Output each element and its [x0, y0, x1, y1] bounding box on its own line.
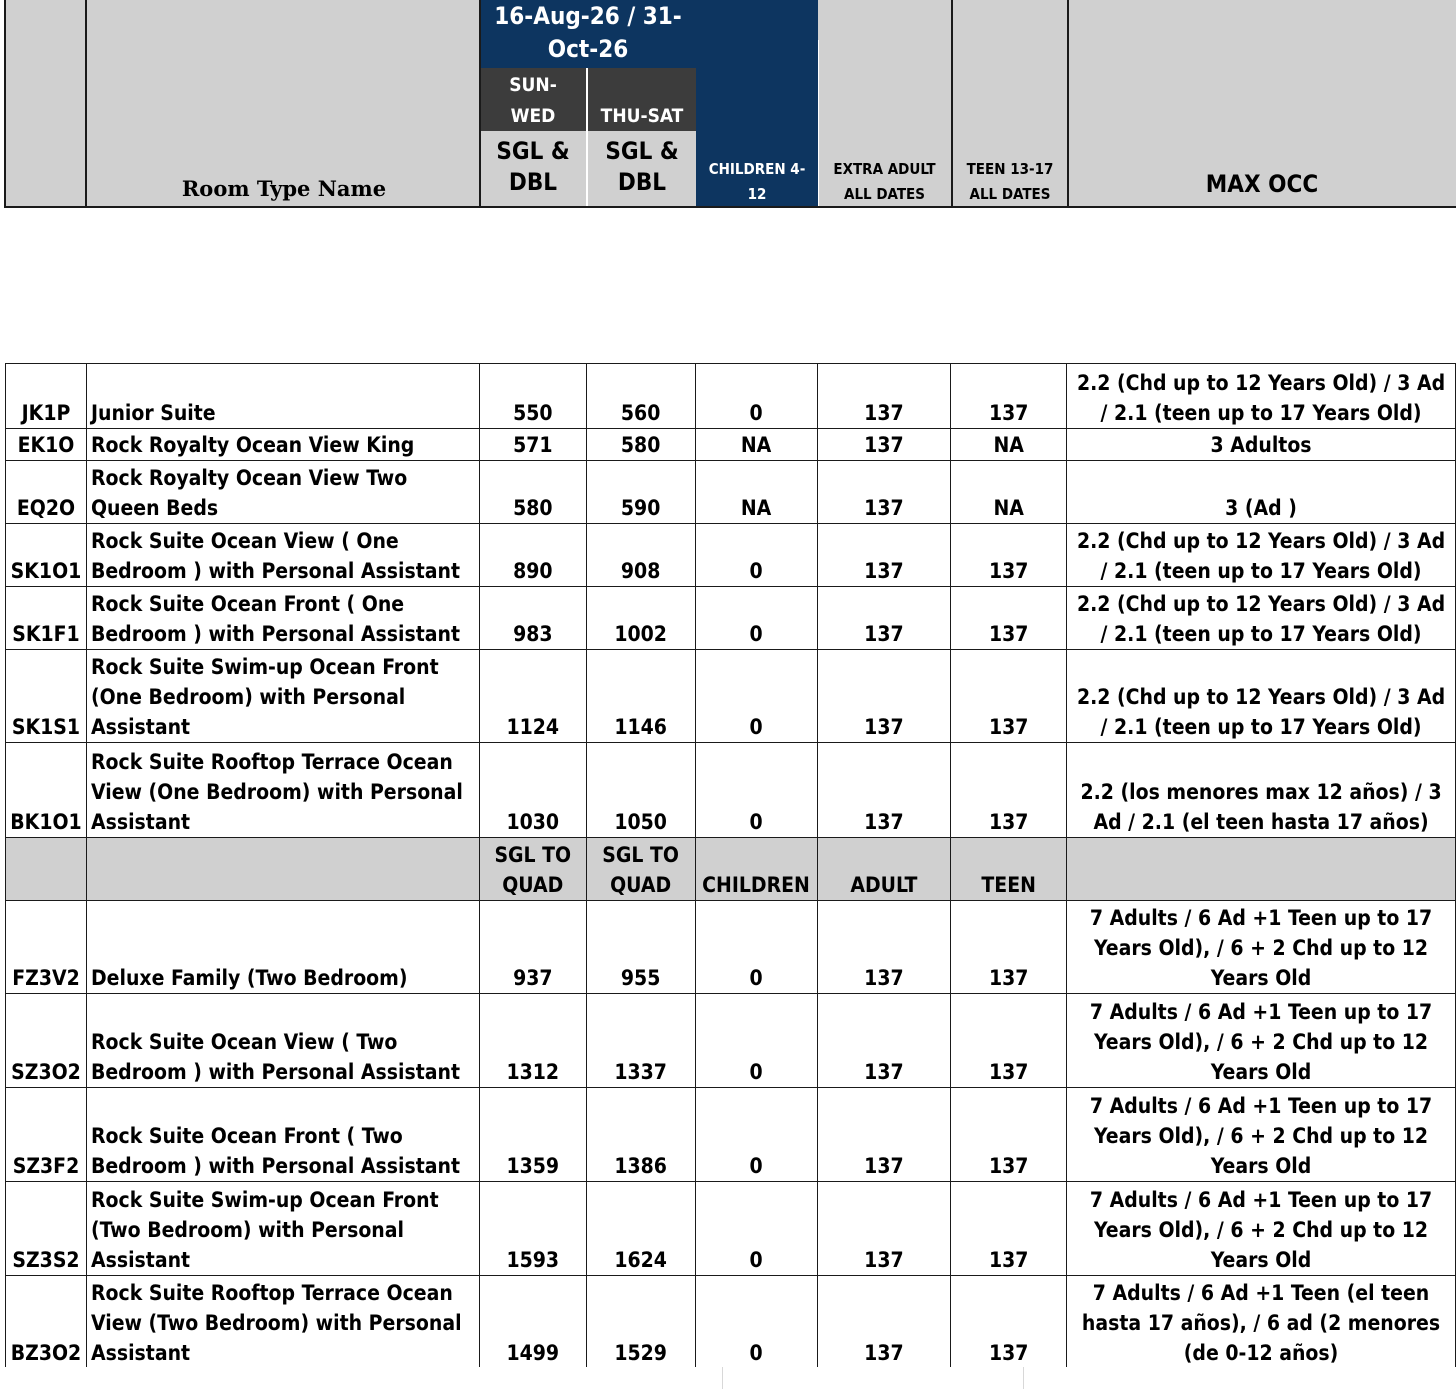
children-rate: 0 [695, 743, 817, 838]
teen-rate: 137 [951, 1182, 1067, 1276]
rate-sun-wed: 1030 [479, 743, 586, 838]
rate-thu-sat: 955 [586, 901, 695, 994]
extra-adult-rate: 137 [817, 1088, 951, 1182]
rate-sun-wed: 571 [479, 429, 586, 461]
room-code: SK1S1 [6, 650, 87, 743]
room-name: Rock Suite Rooftop Terrace Ocean View (One Bedroom) with Personal Assistant [86, 743, 479, 838]
extra-adult-rate: 137 [817, 429, 951, 461]
teen-rate: 137 [951, 1088, 1067, 1182]
sub-teen: TEEN [951, 838, 1067, 901]
teen-rate: 137 [951, 901, 1067, 994]
rate-thu-sat: 1624 [586, 1182, 695, 1276]
room-name: Junior Suite [86, 364, 479, 429]
rate-sgl-dbl-b: SGL & DBL [605, 137, 679, 196]
rate-thu-sat: 1002 [586, 587, 695, 650]
extra-adult-rate: 137 [817, 587, 951, 650]
children-rate: 0 [695, 587, 817, 650]
extra-adult-rate: 137 [817, 524, 951, 587]
rate-thu-sat: 580 [586, 429, 695, 461]
sub-empty [1067, 838, 1456, 901]
sub-adult: ADULT [817, 838, 951, 901]
table-row [6, 587, 1456, 650]
teen-header: TEEN 13-17 ALL DATES [966, 160, 1054, 203]
teen-rate: 137 [951, 1276, 1067, 1369]
room-code: SK1F1 [6, 587, 87, 650]
rate-sun-wed: 1312 [479, 994, 586, 1088]
teen-rate: 137 [951, 743, 1067, 838]
table-row [6, 364, 1456, 429]
children-rate: NA [695, 461, 817, 524]
max-occupancy: 2.2 (Chd up to 12 Years Old) / 3 Ad / 2.1 (teen up to 17 Years Old) [1067, 650, 1456, 743]
sub-empty [86, 838, 479, 901]
room-name: Rock Suite Ocean Front ( Two Bedroom ) with Personal Assistant [86, 1088, 479, 1182]
teen-rate: 137 [951, 364, 1067, 429]
max-occupancy: 2.2 (Chd up to 12 Years Old) / 3 Ad / 2.1 (teen up to 17 Years Old) [1067, 587, 1456, 650]
room-name: Rock Suite Swim-up Ocean Front (Two Bedroom) with Personal Assistant [86, 1182, 479, 1276]
sub-rate-b: SGL TO QUAD [586, 838, 695, 901]
room-code: EQ2O [6, 461, 87, 524]
divider [722, 1367, 723, 1389]
rate-sun-wed: 983 [479, 587, 586, 650]
rate-sun-wed: 1593 [479, 1182, 586, 1276]
children-rate: 0 [695, 364, 817, 429]
rate-sun-wed: 1499 [479, 1276, 586, 1369]
max-occupancy: 2.2 (Chd up to 12 Years Old) / 3 Ad / 2.1 (teen up to 17 Years Old) [1067, 364, 1456, 429]
subheader-row [6, 838, 1456, 901]
room-name: Rock Royalty Ocean View King [86, 429, 479, 461]
children-rate: 0 [695, 994, 817, 1088]
rate-thu-sat: 1146 [586, 650, 695, 743]
rate-thu-sat: 590 [586, 461, 695, 524]
children-header: CHILDREN 4- 12 [708, 160, 806, 203]
table-row [6, 650, 1456, 743]
extra-adult-header: EXTRA ADULT ALL DATES [833, 160, 936, 203]
teen-rate: NA [951, 461, 1067, 524]
rate-sgl-dbl-a: SGL & DBL [496, 137, 570, 196]
table-row [6, 461, 1456, 524]
days-thu-sat: THU-SAT [600, 105, 684, 127]
rate-sun-wed: 580 [479, 461, 586, 524]
room-name: Rock Suite Swim-up Ocean Front (One Bedroom) with Personal Assistant [86, 650, 479, 743]
extra-adult-rate: 137 [817, 901, 951, 994]
hdr-sep [85, 0, 87, 208]
max-occupancy: 2.2 (Chd up to 12 Years Old) / 3 Ad / 2.1 (teen up to 17 Years Old) [1067, 524, 1456, 587]
children-rate: 0 [695, 650, 817, 743]
rate-sun-wed: 937 [479, 901, 586, 994]
table-row [6, 524, 1456, 587]
divider [1023, 1367, 1024, 1389]
max-occupancy: 7 Adults / 6 Ad +1 Teen up to 17 Years Old), / 6 + 2 Chd up to 12 Years Old [1067, 1182, 1456, 1276]
extra-adult-rate: 137 [817, 364, 951, 429]
extra-adult-rate: 137 [817, 743, 951, 838]
room-code: SZ3S2 [6, 1182, 87, 1276]
max-occupancy: 7 Adults / 6 Ad +1 Teen up to 17 Years Old), / 6 + 2 Chd up to 12 Years Old [1067, 994, 1456, 1088]
max-occupancy: 3 Adultos [1067, 429, 1456, 461]
table-row [6, 901, 1456, 994]
teen-rate: 137 [951, 587, 1067, 650]
table-row [6, 429, 1456, 461]
room-name: Rock Suite Ocean View ( One Bedroom ) with Personal Assistant [86, 524, 479, 587]
room-name: Deluxe Family (Two Bedroom) [86, 901, 479, 994]
children-rate: 0 [695, 524, 817, 587]
hdr-sep [4, 0, 6, 208]
teen-rate: 137 [951, 650, 1067, 743]
room-code: BK1O1 [6, 743, 87, 838]
rate-thu-sat: 1529 [586, 1276, 695, 1369]
max-occupancy: 7 Adults / 6 Ad +1 Teen up to 17 Years Old), / 6 + 2 Chd up to 12 Years Old [1067, 1088, 1456, 1182]
teen-rate: 137 [951, 994, 1067, 1088]
extra-adult-rate: 137 [817, 1276, 951, 1369]
table-row [6, 1088, 1456, 1182]
extra-adult-rate: 137 [817, 650, 951, 743]
rate-sun-wed: 1124 [479, 650, 586, 743]
header-block [0, 0, 1456, 208]
teen-rate: 137 [951, 524, 1067, 587]
children-rate: 0 [695, 901, 817, 994]
room-type-name-header: Room Type Name [181, 176, 387, 201]
rate-thu-sat: 560 [586, 364, 695, 429]
rate-thu-sat: 1337 [586, 994, 695, 1088]
room-name: Rock Suite Ocean View ( Two Bedroom ) with Personal Assistant [86, 994, 479, 1088]
room-code: SZ3O2 [6, 994, 87, 1088]
max-occupancy: 3 (Ad ) [1067, 461, 1456, 524]
teen-rate: NA [951, 429, 1067, 461]
table-row [6, 1182, 1456, 1276]
max-occupancy: 7 Adults / 6 Ad +1 Teen (el teen hasta 17 años), / 6 ad (2 menores (de 0-12 años) [1067, 1276, 1456, 1369]
room-code: EK1O [6, 429, 87, 461]
room-code: SK1O1 [6, 524, 87, 587]
extra-adult-rate: 137 [817, 461, 951, 524]
children-rate: 0 [695, 1276, 817, 1369]
sub-rate-a: SGL TO QUAD [479, 838, 586, 901]
days-sun-wed: SUN- WED [509, 74, 557, 127]
rate-sun-wed: 890 [479, 524, 586, 587]
room-name: Rock Suite Ocean Front ( One Bedroom ) with Personal Assistant [86, 587, 479, 650]
max-occupancy: 7 Adults / 6 Ad +1 Teen up to 17 Years Old), / 6 + 2 Chd up to 12 Years Old [1067, 901, 1456, 994]
children-rate: 0 [695, 1182, 817, 1276]
children-rate: 0 [695, 1088, 817, 1182]
extra-adult-rate: 137 [817, 1182, 951, 1276]
children-rate: NA [695, 429, 817, 461]
rate-thu-sat: 1050 [586, 743, 695, 838]
rate-sun-wed: 1359 [479, 1088, 586, 1182]
room-code: JK1P [6, 364, 87, 429]
room-code: SZ3F2 [6, 1088, 87, 1182]
table-row [6, 743, 1456, 838]
room-name: Rock Royalty Ocean View Two Queen Beds [86, 461, 479, 524]
bottom-clip [0, 1367, 1456, 1389]
table-row [6, 994, 1456, 1088]
rate-sun-wed: 550 [479, 364, 586, 429]
rate-thu-sat: 908 [586, 524, 695, 587]
rates-table [5, 363, 1456, 1369]
extra-adult-rate: 137 [817, 994, 951, 1088]
room-code: BZ3O2 [6, 1276, 87, 1369]
sub-empty [6, 838, 87, 901]
room-name: Rock Suite Rooftop Terrace Ocean View (Two Bedroom) with Personal Assistant [86, 1276, 479, 1369]
rows-group-b [6, 901, 1456, 1369]
room-code: FZ3V2 [6, 901, 87, 994]
rows-group-a [6, 364, 1456, 838]
period-label: 16-Aug-26 / 31- Oct-26 [494, 2, 682, 63]
max-occupancy: 2.2 (los menores max 12 años) / 3 Ad / 2.1 (el teen hasta 17 años) [1067, 743, 1456, 838]
rate-thu-sat: 1386 [586, 1088, 695, 1182]
sub-children: CHILDREN [695, 838, 817, 901]
table-row [6, 1276, 1456, 1369]
max-occ-header: MAX OCC [1205, 170, 1319, 198]
